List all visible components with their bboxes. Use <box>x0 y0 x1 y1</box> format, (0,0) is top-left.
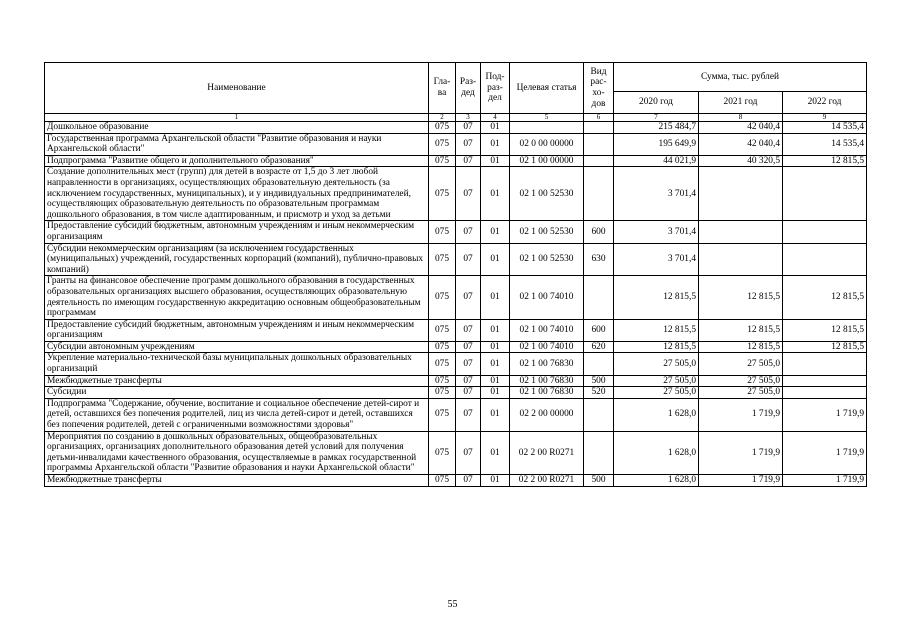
row-sum-2022 <box>783 167 867 221</box>
row-sum-2020: 12 815,5 <box>614 341 699 353</box>
row-sum-2021 <box>699 167 783 221</box>
header-sum: Сумма, тыс. рублей <box>614 63 867 92</box>
column-number: 3 <box>456 114 481 122</box>
row-glava: 075 <box>429 387 456 399</box>
row-name: Дошкольное образование <box>45 122 429 134</box>
row-target-article: 02 1 00 52530 <box>510 221 584 243</box>
header-year-2020: 2020 год <box>614 92 699 114</box>
row-razdel: 07 <box>456 341 481 353</box>
row-sum-2020: 1 628,0 <box>614 475 699 487</box>
row-sum-2020: 1 628,0 <box>614 398 699 431</box>
row-sum-2021: 1 719,9 <box>699 431 783 474</box>
row-expense-type <box>584 398 614 431</box>
table-row <box>45 221 867 243</box>
row-expense-type: 620 <box>584 341 614 353</box>
row-sum-2022: 1 719,9 <box>783 475 867 487</box>
table-row <box>45 276 867 319</box>
table-row <box>45 475 867 487</box>
row-sum-2022: 14 535,4 <box>783 122 867 134</box>
row-name: Создание дополнительных мест (групп) для детей в возрасте от 1,5 до 3 лет любой направленности в организациях, осуществляющих образовательную деятельность (за исключением государственных, муниципальных), и у индивидуальных предпринимателей, осуществляющих образовательную деятельность по образовательным программам дошкольного образования, в том числе адаптированным, и присмотр и уход за детьми <box>45 167 429 221</box>
row-sum-2021: 12 815,5 <box>699 341 783 353</box>
row-glava: 075 <box>429 475 456 487</box>
row-glava: 075 <box>429 167 456 221</box>
row-sum-2022 <box>783 221 867 243</box>
column-number: 7 <box>614 114 699 122</box>
row-expense-type: 500 <box>584 375 614 387</box>
row-sum-2021: 42 040,4 <box>699 122 783 134</box>
row-sum-2021: 27 505,0 <box>699 375 783 387</box>
table-row <box>45 243 867 276</box>
header-target-article: Целевая статья <box>510 63 584 114</box>
row-sum-2021 <box>699 243 783 276</box>
row-glava: 075 <box>429 155 456 167</box>
row-name: Субсидии автономным учреждениям <box>45 341 429 353</box>
table-row <box>45 387 867 399</box>
table-row <box>45 431 867 474</box>
row-target-article: 02 1 00 74010 <box>510 341 584 353</box>
row-name: Предоставление субсидий бюджетным, автономным учреждениям и иным некоммерческим организациям <box>45 221 429 243</box>
column-number: 8 <box>699 114 783 122</box>
row-sum-2020: 1 628,0 <box>614 431 699 474</box>
column-number-row <box>45 114 867 122</box>
row-sum-2021: 1 719,9 <box>699 475 783 487</box>
row-razdel: 07 <box>456 431 481 474</box>
row-expense-type <box>584 155 614 167</box>
row-sum-2020: 3 701,4 <box>614 221 699 243</box>
row-podrazdel: 01 <box>481 319 510 341</box>
row-glava: 075 <box>429 375 456 387</box>
row-razdel: 07 <box>456 475 481 487</box>
column-number: 9 <box>783 114 867 122</box>
row-podrazdel: 01 <box>481 167 510 221</box>
row-name: Государственная программа Архангельской области "Развитие образования и науки Архангельской области" <box>45 133 429 155</box>
row-glava: 075 <box>429 122 456 134</box>
row-expense-type: 600 <box>584 221 614 243</box>
row-sum-2022 <box>783 387 867 399</box>
row-glava: 075 <box>429 398 456 431</box>
row-expense-type <box>584 167 614 221</box>
header-year-2021: 2021 год <box>699 92 783 114</box>
row-target-article: 02 0 00 00000 <box>510 133 584 155</box>
table-header <box>45 63 867 122</box>
row-glava: 075 <box>429 243 456 276</box>
row-sum-2021: 27 505,0 <box>699 387 783 399</box>
row-name: Межбюджетные трансферты <box>45 375 429 387</box>
table-row <box>45 398 867 431</box>
row-glava: 075 <box>429 319 456 341</box>
header-glava: Гла-ва <box>429 63 456 114</box>
row-sum-2021: 27 505,0 <box>699 353 783 375</box>
table-row <box>45 341 867 353</box>
row-sum-2021: 1 719,9 <box>699 398 783 431</box>
table-row <box>45 133 867 155</box>
row-sum-2022: 12 815,5 <box>783 319 867 341</box>
row-sum-2021: 12 815,5 <box>699 319 783 341</box>
table-row <box>45 167 867 221</box>
row-razdel: 07 <box>456 122 481 134</box>
row-glava: 075 <box>429 341 456 353</box>
row-podrazdel: 01 <box>481 398 510 431</box>
row-sum-2022 <box>783 375 867 387</box>
row-podrazdel: 01 <box>481 243 510 276</box>
row-name: Укрепление материально-технической базы муниципальных дошкольных образовательных организаций <box>45 353 429 375</box>
row-glava: 075 <box>429 221 456 243</box>
row-sum-2020: 12 815,5 <box>614 319 699 341</box>
table-row <box>45 375 867 387</box>
row-podrazdel: 01 <box>481 221 510 243</box>
row-expense-type: 630 <box>584 243 614 276</box>
row-sum-2022 <box>783 353 867 375</box>
row-sum-2021 <box>699 221 783 243</box>
row-target-article: 02 1 00 76830 <box>510 387 584 399</box>
row-name: Субсидии некоммерческим организациям (за исключением государственных (муниципальных) учреждений, государственных корпораций (компаний), публично-правовых компаний) <box>45 243 429 276</box>
row-name: Подпрограмма "Содержание, обучение, воспитание и социальное обеспечение детей-сирот и детей, оставшихся без попечения родителей, лиц из числа детей-сирот и детей, оставшихся без попечения родителей, детей с ограниченными возможностями здоровья" <box>45 398 429 431</box>
row-razdel: 07 <box>456 319 481 341</box>
row-target-article <box>510 122 584 134</box>
row-podrazdel: 01 <box>481 431 510 474</box>
row-razdel: 07 <box>456 375 481 387</box>
row-name: Предоставление субсидий бюджетным, автономным учреждениям и иным некоммерческим организациям <box>45 319 429 341</box>
table-body <box>45 122 867 487</box>
row-podrazdel: 01 <box>481 276 510 319</box>
row-name: Межбюджетные трансферты <box>45 475 429 487</box>
column-number: 6 <box>584 114 614 122</box>
row-expense-type <box>584 133 614 155</box>
row-expense-type <box>584 353 614 375</box>
row-sum-2021: 40 320,5 <box>699 155 783 167</box>
budget-table <box>44 62 867 487</box>
row-expense-type <box>584 122 614 134</box>
row-target-article: 02 1 00 76830 <box>510 353 584 375</box>
row-target-article: 02 1 00 52530 <box>510 167 584 221</box>
row-target-article: 02 2 00 R0271 <box>510 475 584 487</box>
row-razdel: 07 <box>456 353 481 375</box>
row-name: Мероприятия по созданию в дошкольных образовательных, общеобразовательных организациях, организациях дополнительного образования детей условий для получения детьми-инвалидами качественного образования, осуществляемые в рамках государственной программы Архангельской области "Развитие образования и науки Архангельской области" <box>45 431 429 474</box>
table-row <box>45 319 867 341</box>
row-target-article: 02 2 00 R0271 <box>510 431 584 474</box>
header-name: Наименование <box>45 63 429 114</box>
row-razdel: 07 <box>456 155 481 167</box>
row-sum-2022: 14 535,4 <box>783 133 867 155</box>
row-expense-type: 500 <box>584 475 614 487</box>
row-target-article: 02 1 00 74010 <box>510 319 584 341</box>
row-expense-type <box>584 431 614 474</box>
row-sum-2020: 3 701,4 <box>614 167 699 221</box>
row-sum-2020: 44 021,9 <box>614 155 699 167</box>
row-glava: 075 <box>429 276 456 319</box>
row-sum-2021: 12 815,5 <box>699 276 783 319</box>
row-podrazdel: 01 <box>481 387 510 399</box>
row-sum-2022: 12 815,5 <box>783 341 867 353</box>
row-expense-type: 520 <box>584 387 614 399</box>
row-razdel: 07 <box>456 167 481 221</box>
row-name: Гранты на финансовое обеспечение программ дошкольного образования в государственных образовательных организациях высшего образования, осуществляющих образовательную деятельность по имеющим государственную аккредитацию основным общеобразовательным программам <box>45 276 429 319</box>
row-razdel: 07 <box>456 221 481 243</box>
row-razdel: 07 <box>456 276 481 319</box>
row-podrazdel: 01 <box>481 341 510 353</box>
row-sum-2020: 27 505,0 <box>614 353 699 375</box>
row-sum-2021: 42 040,4 <box>699 133 783 155</box>
column-number: 1 <box>45 114 429 122</box>
row-sum-2022: 1 719,9 <box>783 431 867 474</box>
row-razdel: 07 <box>456 133 481 155</box>
table-row <box>45 122 867 134</box>
row-name: Подпрограмма "Развитие общего и дополнительного образования" <box>45 155 429 167</box>
header-razdel: Раз-дед <box>456 63 481 114</box>
row-podrazdel: 01 <box>481 122 510 134</box>
row-podrazdel: 01 <box>481 475 510 487</box>
row-glava: 075 <box>429 133 456 155</box>
row-glava: 075 <box>429 353 456 375</box>
row-podrazdel: 01 <box>481 155 510 167</box>
header-expense-type: Вид рас-хо-дов <box>584 63 614 114</box>
column-number: 4 <box>481 114 510 122</box>
row-expense-type <box>584 276 614 319</box>
row-target-article: 02 1 00 00000 <box>510 155 584 167</box>
table-row <box>45 353 867 375</box>
row-sum-2020: 27 505,0 <box>614 375 699 387</box>
header-year-2022: 2022 год <box>783 92 867 114</box>
row-podrazdel: 01 <box>481 375 510 387</box>
row-sum-2020: 3 701,4 <box>614 243 699 276</box>
row-sum-2022 <box>783 243 867 276</box>
row-podrazdel: 01 <box>481 133 510 155</box>
column-number: 5 <box>510 114 584 122</box>
column-number: 2 <box>429 114 456 122</box>
row-sum-2022: 12 815,5 <box>783 155 867 167</box>
row-target-article: 02 1 00 52530 <box>510 243 584 276</box>
row-name: Субсидии <box>45 387 429 399</box>
row-razdel: 07 <box>456 387 481 399</box>
row-target-article: 02 2 00 00000 <box>510 398 584 431</box>
row-razdel: 07 <box>456 243 481 276</box>
row-razdel: 07 <box>456 398 481 431</box>
row-glava: 075 <box>429 431 456 474</box>
row-sum-2020: 215 484,7 <box>614 122 699 134</box>
row-sum-2020: 12 815,5 <box>614 276 699 319</box>
header-podrazdel: Под-раз-дел <box>481 63 510 114</box>
row-sum-2020: 195 649,9 <box>614 133 699 155</box>
page-number: 55 <box>447 599 458 610</box>
row-sum-2022: 1 719,9 <box>783 398 867 431</box>
row-expense-type: 600 <box>584 319 614 341</box>
row-podrazdel: 01 <box>481 353 510 375</box>
row-target-article: 02 1 00 74010 <box>510 276 584 319</box>
table-row <box>45 155 867 167</box>
row-sum-2020: 27 505,0 <box>614 387 699 399</box>
row-target-article: 02 1 00 76830 <box>510 375 584 387</box>
row-sum-2022: 12 815,5 <box>783 276 867 319</box>
